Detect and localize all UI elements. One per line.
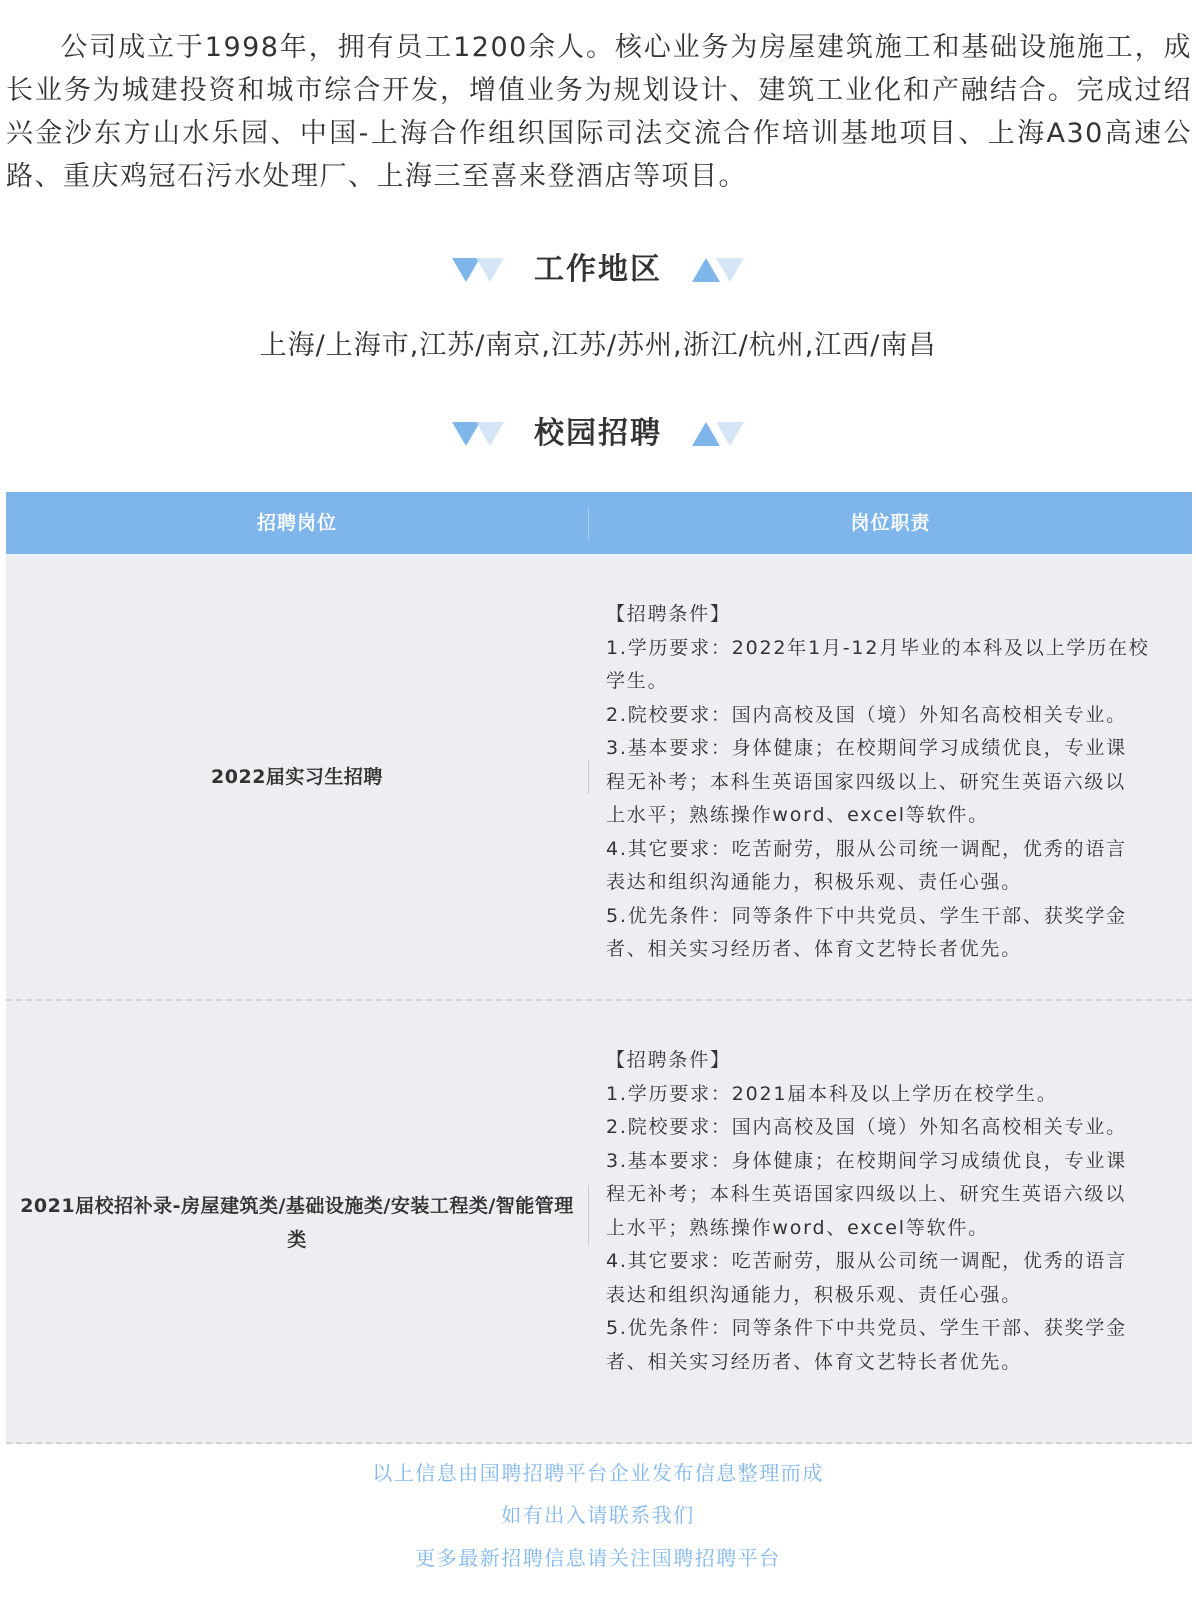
duty-line: 学生。 xyxy=(606,670,669,692)
triangle-down-icon xyxy=(452,256,518,284)
duties-cell xyxy=(606,1044,1180,1379)
table-row xyxy=(6,554,1192,999)
duty-line: 程无补考；本科生英语国家四级以上、研究生英语六级以 xyxy=(606,770,1127,793)
recruitment-table xyxy=(6,492,1192,1444)
duty-line: 3.基本要求：身体健康；在校期间学习成绩优良，专业课 xyxy=(606,1149,1127,1172)
company-intro-text: 公司成立于1998年，拥有员工1200余人。核心业务为房屋建筑施工和基础设施施工，成长业务为城建投资和城市综合开发，增值业务为规划设计、建筑工业化和产融结合。完成过绍兴金沙东方山水乐园、中国-上海合作组织国际司法交流合作培训基地项目、上海A30高速公路、重庆鸡冠石污水处理厂、上海三至喜来登酒店等项目。 xyxy=(6,32,1192,192)
position-cell xyxy=(6,1001,588,1444)
section-title-label: 工作地区 xyxy=(534,252,662,287)
work-region-locations: 上海/上海市,江苏/南京,江苏/苏州,浙江/杭州,江西/南昌 xyxy=(259,330,937,361)
section-title-campus-recruitment xyxy=(0,414,1196,454)
table-header xyxy=(6,492,1192,554)
triangle-up-icon xyxy=(678,420,744,448)
footer-follow-note: 更多最新招聘信息请关注国聘招聘平台 xyxy=(415,1546,781,1570)
position-name: 2021届校招补录-房屋建筑类/基础设施类/安装工程类/智能管理类 xyxy=(20,1194,574,1251)
triangle-up-icon xyxy=(678,256,744,284)
position-name: 2022届实习生招聘 xyxy=(211,765,383,788)
duty-line: 者、相关实习经历者、体育文艺特长者优先。 xyxy=(606,938,1023,960)
duty-line: 表达和组织沟通能力，积极乐观、责任心强。 xyxy=(606,871,1023,893)
duty-line: 4.其它要求：吃苦耐劳，服从公司统一调配，优秀的语言 xyxy=(606,1250,1127,1272)
table-header-duties: 岗位职责 xyxy=(850,512,931,534)
section-title-label: 校园招聘 xyxy=(534,416,662,451)
duty-line: 表达和组织沟通能力，积极乐观、责任心强。 xyxy=(606,1283,1023,1306)
duty-line: 3.基本要求：身体健康；在校期间学习成绩优良，专业课 xyxy=(606,737,1127,759)
duty-line: 5.优先条件：同等条件下中共党员、学生干部、获奖学金 xyxy=(606,904,1127,927)
company-intro xyxy=(6,26,1192,198)
duty-line: 【招聘条件】 xyxy=(606,1049,731,1071)
table-row xyxy=(6,1001,1192,1444)
row-separator xyxy=(6,1442,1192,1444)
duty-line: 【招聘条件】 xyxy=(606,603,731,625)
duty-line: 上水平；熟练操作word、excel等软件。 xyxy=(606,1216,989,1239)
footer-source-note: 以上信息由国聘招聘平台企业发布信息整理而成 xyxy=(372,1461,824,1485)
section-title-work-region xyxy=(0,250,1196,290)
cell-divider xyxy=(588,760,589,794)
duty-line: 2.院校要求：国内高校及国（境）外知名高校相关专业。 xyxy=(606,703,1127,726)
position-cell xyxy=(6,554,588,999)
footer-contact-note: 如有出入请联系我们 xyxy=(501,1503,695,1527)
duty-line: 4.其它要求：吃苦耐劳，服从公司统一调配，优秀的语言 xyxy=(606,837,1127,860)
duty-line: 2.院校要求：国内高校及国（境）外知名高校相关专业。 xyxy=(606,1116,1127,1138)
duty-line: 5.优先条件：同等条件下中共党员、学生干部、获奖学金 xyxy=(606,1317,1127,1339)
duty-line: 1.学历要求：2021届本科及以上学历在校学生。 xyxy=(606,1082,1058,1105)
cell-divider xyxy=(588,1185,589,1245)
table-header-position: 招聘岗位 xyxy=(256,512,337,534)
duty-line: 1.学历要求：2022年1月-12月毕业的本科及以上学历在校 xyxy=(606,636,1150,659)
triangle-down-icon xyxy=(452,420,518,448)
duty-line: 者、相关实习经历者、体育文艺特长者优先。 xyxy=(606,1350,1023,1373)
duty-line: 上水平；熟练操作word、excel等软件。 xyxy=(606,804,989,826)
duties-cell xyxy=(606,598,1180,967)
duty-line: 程无补考；本科生英语国家四级以上、研究生英语六级以 xyxy=(606,1183,1127,1205)
